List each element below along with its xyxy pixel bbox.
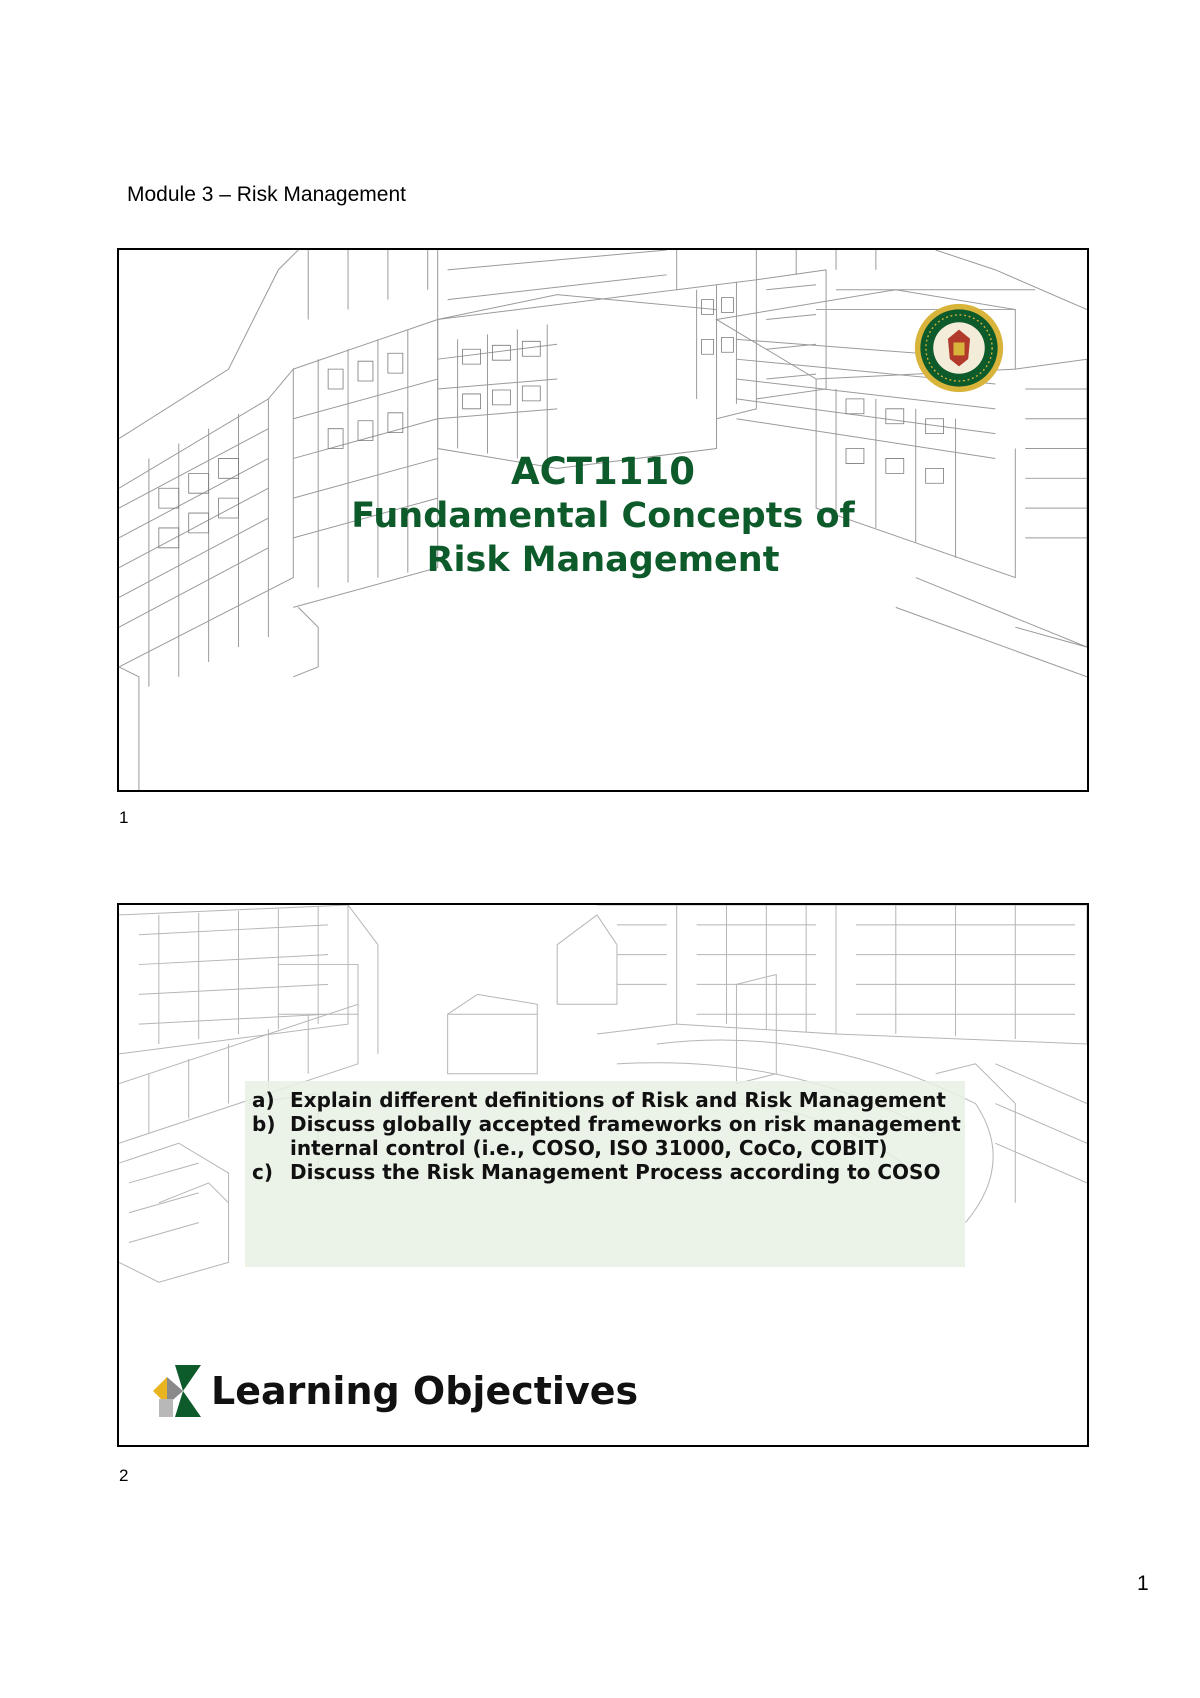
objective-text: Discuss globally accepted frameworks on risk management internal control (i.e., COSO, ISO 31000, CoCo, COBIT) [290,1112,961,1160]
slide-number-2: 2 [119,1466,129,1485]
slide-2 [117,903,1089,1447]
document-header: Module 3 – Risk Management [127,183,406,206]
university-seal-icon [913,302,1005,394]
page-number: 1 [1137,1572,1149,1595]
title-line-2: Risk Management [426,540,780,580]
objectives-list [252,1088,962,1184]
slide-number-1: 1 [119,808,129,827]
slide-1 [117,248,1089,792]
objective-text: Discuss the Risk Management Process according to COSO [290,1160,941,1184]
learning-objectives-heading [153,1365,638,1417]
objective-marker: c) [252,1160,273,1184]
objective-marker: a) [252,1088,275,1112]
arrows-logo-icon [153,1365,201,1417]
slide-title [119,450,1087,582]
objective-text: Explain different definitions of Risk and Risk Management [290,1088,946,1112]
course-code: ACT1110 [510,450,695,493]
objective-item [252,1088,962,1112]
objective-marker: b) [252,1112,276,1136]
title-line-1: Fundamental Concepts of [351,496,855,536]
objective-item [252,1112,962,1160]
objective-item [252,1160,962,1184]
heading-text: Learning Objectives [211,1369,639,1413]
